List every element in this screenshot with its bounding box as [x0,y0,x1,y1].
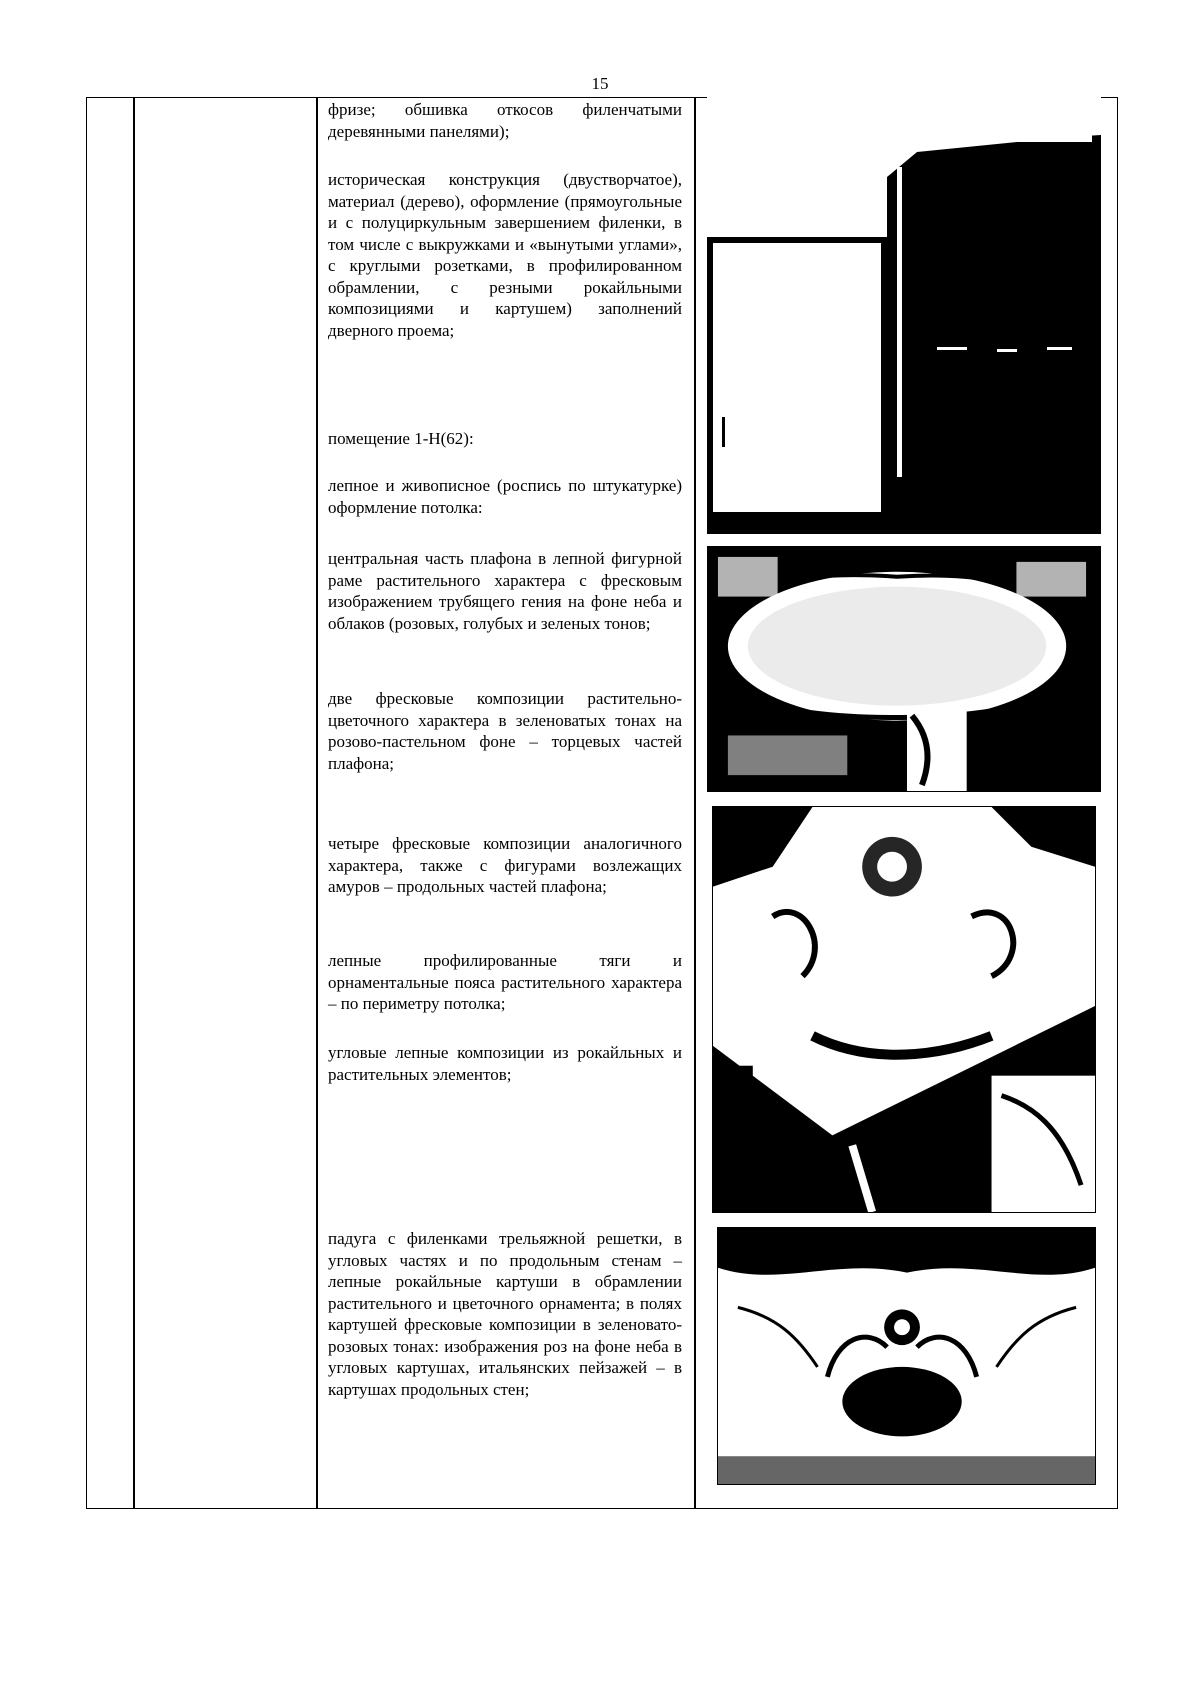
paragraph-longitudinal-compositions: четыре фресковые композиции аналогичного характера, также с фигурами возлежащих амуров – продольных частей плафона; [328,834,682,896]
paragraph-corner-compositions: угловые лепные композиции из рокайльных и растительных элементов; [328,1043,682,1084]
photo-plafond-center [707,546,1101,792]
photo-door [707,97,1101,534]
photo-cartouche [717,1227,1096,1485]
paragraph-moldings: лепные профилированные тяги и орнаментальные пояса растительного характера – по периметру потолка; [328,951,682,1013]
paragraph-room-heading: помещение 1-Н(62): [328,429,474,448]
column-divider-3 [694,97,696,1509]
paragraph-ceiling: лепное и живописное (роспись по штукатурке) оформление потолка: [328,476,682,517]
paragraph-central-plafond: центральная часть плафона в лепной фигурной раме растительного характера с фресковым изображением трубящего гения на фоне неба и облаков (розовых, голубых и зеленых тонов; [328,549,682,633]
paragraph-door-construction: историческая конструкция (двустворчатое), материал (дерево), оформление (прямоугольные и с полуциркульным завершением филенки, в том числе с выкружками и «вынутыми углами», с круглыми розетками, в профилированном обрамлении, с резными рокайльными композициями и картушем) заполнений дверного проема; [328,170,682,340]
paragraph-frieze: фризе; обшивка откосов филенчатыми деревянными панелями); [328,100,682,141]
page-number: 15 [591,74,609,93]
paragraph-end-compositions: две фресковые композиции растительно-цветочного характера в зеленоватых тонах на розово-пастельном фоне – торцевых частей плафона; [328,689,682,773]
photo-ceiling-corner [712,806,1096,1213]
column-divider-1 [133,97,135,1509]
paragraph-cove: падуга с филенками трельяжной решетки, в угловых частях и по продольным стенам – лепные рокайльные картуши в обрамлении растительного и цветочного орнамента; в полях картушей фресковые композиции в зеленовато-розовых тонах: изображения роз на фоне неба в угловых картушах, итальянских пейзажей – в картушах продольных стен; [328,1229,682,1399]
column-divider-2 [316,97,318,1509]
